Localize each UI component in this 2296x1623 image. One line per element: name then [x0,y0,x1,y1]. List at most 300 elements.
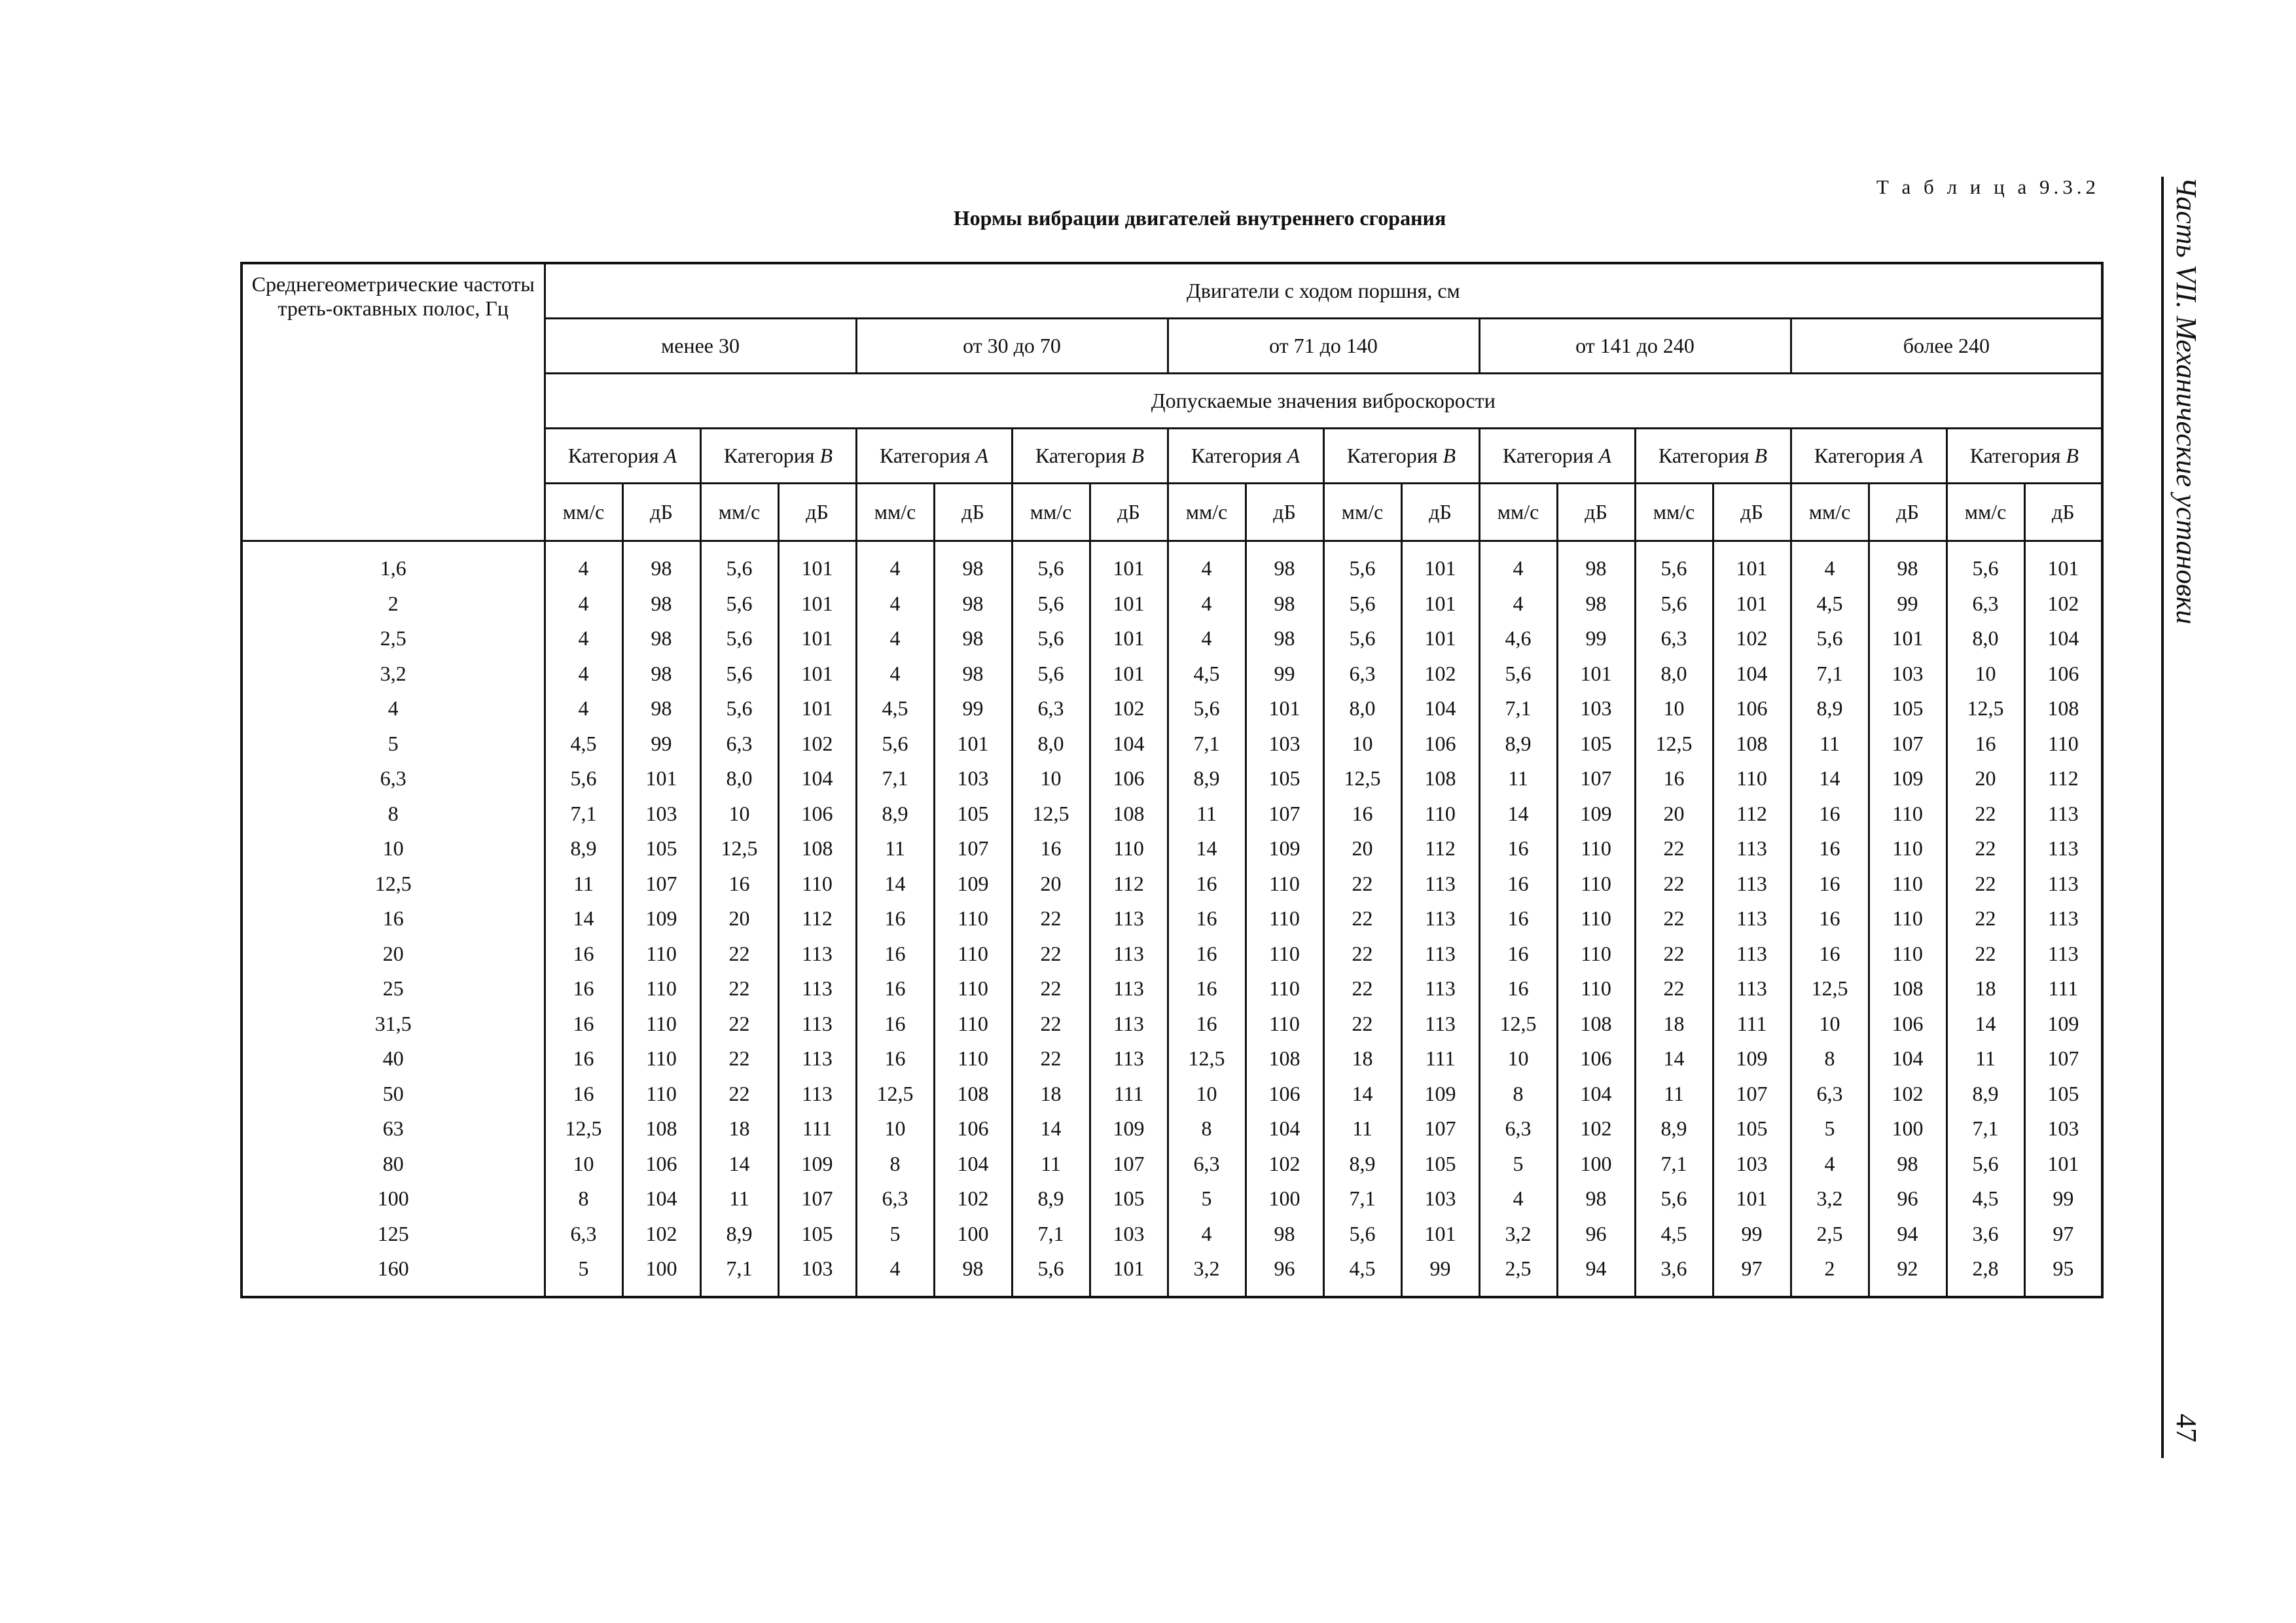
velocity-db-cell: 111 [1713,1007,1791,1042]
velocity-mms-cell: 14 [1479,796,1557,832]
velocity-mms-cell: 7,1 [1479,691,1557,726]
velocity-mms-cell: 4,5 [1168,656,1246,692]
velocity-mms-cell: 7,1 [1791,656,1869,692]
velocity-db-cell: 113 [1713,936,1791,972]
velocity-db-cell: 98 [934,621,1012,656]
velocity-mms-cell: 5,6 [1168,691,1246,726]
velocity-db-cell: 96 [1869,1181,1946,1217]
velocity-db-cell: 112 [1090,866,1168,902]
velocity-mms-cell: 22 [1635,971,1713,1007]
velocity-db-cell: 108 [1557,1007,1635,1042]
velocity-mms-cell: 10 [1791,1007,1869,1042]
velocity-db-cell: 110 [934,1041,1012,1077]
velocity-mms-cell: 5,6 [700,541,778,586]
velocity-db-cell: 107 [778,1181,856,1217]
velocity-mms-cell: 8,9 [1168,761,1246,796]
velocity-db-cell: 99 [1246,656,1323,692]
velocity-db-cell: 110 [2024,726,2102,762]
velocity-db-cell: 109 [1090,1111,1168,1147]
velocity-db-cell: 109 [1713,1041,1791,1077]
stroke-group-header: от 141 до 240 [1479,319,1791,374]
unit-db-header: дБ [1869,484,1946,541]
velocity-mms-cell: 18 [1946,971,2024,1007]
velocity-db-cell: 111 [2024,971,2102,1007]
velocity-mms-cell: 5,6 [1012,656,1090,692]
category-word: Категория [1502,444,1594,468]
velocity-db-cell: 101 [1090,621,1168,656]
velocity-db-cell: 113 [778,971,856,1007]
velocity-db-cell: 107 [934,831,1012,866]
unit-db-header: дБ [1401,484,1479,541]
velocity-mms-cell: 3,6 [1635,1251,1713,1297]
table-row [242,1041,2102,1077]
velocity-mms-cell: 5 [1791,1111,1869,1147]
velocity-db-cell: 110 [1557,901,1635,936]
velocity-db-cell: 95 [2024,1251,2102,1297]
velocity-db-cell: 102 [622,1217,700,1252]
velocity-mms-cell: 16 [856,971,934,1007]
category-word: Категория [1035,444,1126,468]
velocity-mms-cell: 8 [1791,1041,1869,1077]
velocity-db-cell: 106 [1246,1077,1323,1112]
category-letter: B [1443,444,1456,468]
unit-mms-header: мм/с [1012,484,1090,541]
velocity-db-cell: 92 [1869,1251,1946,1297]
category-letter: B [819,444,833,468]
category-header [545,429,700,484]
velocity-mms-cell: 7,1 [700,1251,778,1297]
velocity-mms-cell: 8,9 [1946,1077,2024,1112]
velocity-mms-cell: 5,6 [1635,586,1713,622]
velocity-mms-cell: 4,5 [545,726,622,762]
velocity-db-cell: 101 [1090,541,1168,586]
velocity-mms-cell: 16 [700,866,778,902]
velocity-mms-cell: 14 [1946,1007,2024,1042]
velocity-db-cell: 113 [778,1041,856,1077]
velocity-db-cell: 110 [622,1007,700,1042]
unit-mms-header: мм/с [545,484,622,541]
velocity-db-cell: 102 [934,1181,1012,1217]
velocity-mms-cell: 8,0 [1012,726,1090,762]
velocity-db-cell: 101 [778,586,856,622]
velocity-db-cell: 99 [1557,621,1635,656]
velocity-mms-cell: 6,3 [700,726,778,762]
velocity-db-cell: 98 [1246,621,1323,656]
velocity-db-cell: 110 [1090,831,1168,866]
velocity-mms-cell: 22 [1012,971,1090,1007]
velocity-db-cell: 110 [1401,796,1479,832]
velocity-mms-cell: 22 [1946,936,2024,972]
velocity-mms-cell: 5,6 [1946,541,2024,586]
velocity-mms-cell: 16 [1168,936,1246,972]
stroke-group-header: от 30 до 70 [856,319,1168,374]
category-word: Категория [1191,444,1282,468]
velocity-db-cell: 109 [1557,796,1635,832]
velocity-mms-cell: 4 [1479,586,1557,622]
velocity-mms-cell: 5 [545,1251,622,1297]
velocity-mms-cell: 16 [1479,901,1557,936]
table-row [242,901,2102,936]
velocity-mms-cell: 5,6 [856,726,934,762]
velocity-mms-cell: 11 [1635,1077,1713,1112]
velocity-mms-cell: 12,5 [1946,691,2024,726]
velocity-mms-cell: 5,6 [1791,621,1869,656]
velocity-mms-cell: 18 [1012,1077,1090,1112]
velocity-mms-cell: 11 [1012,1147,1090,1182]
table-row [242,621,2102,656]
velocity-mms-cell: 11 [1791,726,1869,762]
category-letter: A [1598,444,1612,468]
velocity-mms-cell: 16 [856,936,934,972]
velocity-db-cell: 110 [1869,796,1946,832]
velocity-mms-cell: 22 [1323,901,1401,936]
freq-cell: 12,5 [242,866,545,902]
velocity-mms-cell: 10 [1168,1077,1246,1112]
velocity-db-cell: 113 [2024,831,2102,866]
velocity-db-cell: 101 [1713,1181,1791,1217]
velocity-mms-cell: 7,1 [1323,1181,1401,1217]
velocity-db-cell: 110 [1246,971,1323,1007]
velocity-db-cell: 113 [1090,1041,1168,1077]
velocity-mms-cell: 20 [1946,761,2024,796]
velocity-mms-cell: 8,9 [856,796,934,832]
velocity-db-cell: 108 [1246,1041,1323,1077]
velocity-mms-cell: 16 [545,1077,622,1112]
category-letter: A [1287,444,1300,468]
velocity-db-cell: 100 [1557,1147,1635,1182]
velocity-mms-cell: 22 [700,1041,778,1077]
velocity-db-cell: 104 [622,1181,700,1217]
velocity-mms-cell: 4 [545,586,622,622]
velocity-mms-cell: 4 [1791,541,1869,586]
freq-cell: 31,5 [242,1007,545,1042]
velocity-db-cell: 105 [2024,1077,2102,1112]
velocity-mms-cell: 16 [1791,901,1869,936]
table-row [242,1007,2102,1042]
velocity-db-cell: 104 [2024,621,2102,656]
velocity-db-cell: 110 [622,1077,700,1112]
velocity-mms-cell: 7,1 [545,796,622,832]
freq-cell: 80 [242,1147,545,1182]
velocity-db-cell: 105 [1713,1111,1791,1147]
velocity-db-cell: 106 [778,796,856,832]
velocity-mms-cell: 5,6 [1323,1217,1401,1252]
velocity-db-cell: 101 [1401,541,1479,586]
velocity-mms-cell: 5,6 [1012,541,1090,586]
velocity-db-cell: 111 [1401,1041,1479,1077]
velocity-db-cell: 98 [1869,541,1946,586]
velocity-mms-cell: 16 [1791,866,1869,902]
velocity-db-cell: 107 [1246,796,1323,832]
velocity-mms-cell: 16 [1479,936,1557,972]
velocity-mms-cell: 22 [1323,1007,1401,1042]
velocity-db-cell: 105 [1869,691,1946,726]
unit-db-header: дБ [1713,484,1791,541]
velocity-db-cell: 103 [622,796,700,832]
table-row [242,761,2102,796]
velocity-mms-cell: 20 [700,901,778,936]
velocity-mms-cell: 14 [700,1147,778,1182]
velocity-mms-cell: 14 [545,901,622,936]
velocity-mms-cell: 16 [1012,831,1090,866]
velocity-db-cell: 103 [1246,726,1323,762]
velocity-mms-cell: 22 [1012,901,1090,936]
velocity-mms-cell: 20 [1323,831,1401,866]
unit-db-header: дБ [934,484,1012,541]
velocity-mms-cell: 16 [1479,866,1557,902]
velocity-mms-cell: 6,3 [1479,1111,1557,1147]
velocity-mms-cell: 22 [1946,796,2024,832]
category-word: Категория [1346,444,1438,468]
velocity-mms-cell: 16 [1168,971,1246,1007]
velocity-mms-cell: 7,1 [1168,726,1246,762]
velocity-db-cell: 104 [1713,656,1791,692]
velocity-mms-cell: 8,9 [1479,726,1557,762]
freq-cell: 6,3 [242,761,545,796]
velocity-db-cell: 113 [778,1077,856,1112]
velocity-db-cell: 101 [1401,621,1479,656]
velocity-db-cell: 104 [778,761,856,796]
velocity-mms-cell: 11 [1479,761,1557,796]
velocity-mms-cell: 22 [1323,971,1401,1007]
velocity-mms-cell: 3,2 [1791,1181,1869,1217]
velocity-db-cell: 109 [622,901,700,936]
velocity-mms-cell: 8 [856,1147,934,1182]
velocity-mms-cell: 4,5 [1635,1217,1713,1252]
velocity-db-cell: 110 [1246,901,1323,936]
velocity-db-cell: 100 [934,1217,1012,1252]
table-row [242,586,2102,622]
velocity-mms-cell: 6,3 [1012,691,1090,726]
category-word: Категория [567,444,659,468]
velocity-mms-cell: 22 [1635,866,1713,902]
velocity-db-cell: 97 [1713,1251,1791,1297]
velocity-db-cell: 113 [778,936,856,972]
header-row-engines [242,263,2102,319]
velocity-mms-cell: 16 [1168,901,1246,936]
velocity-mms-cell: 14 [1168,831,1246,866]
velocity-mms-cell: 11 [700,1181,778,1217]
velocity-db-cell: 113 [1713,866,1791,902]
category-header [1946,429,2102,484]
velocity-db-cell: 94 [1557,1251,1635,1297]
freq-cell: 3,2 [242,656,545,692]
velocity-db-cell: 113 [1401,1007,1479,1042]
velocity-mms-cell: 7,1 [1012,1217,1090,1252]
velocity-mms-cell: 7,1 [1635,1147,1713,1182]
vibration-norms-table [240,262,2104,1298]
velocity-db-cell: 98 [1557,541,1635,586]
velocity-db-cell: 104 [1401,691,1479,726]
table-row [242,726,2102,762]
freq-cell: 100 [242,1181,545,1217]
velocity-mms-cell: 3,2 [1479,1217,1557,1252]
category-header [1168,429,1323,484]
velocity-mms-cell: 5,6 [700,586,778,622]
velocity-db-cell: 110 [1557,866,1635,902]
velocity-db-cell: 103 [1401,1181,1479,1217]
velocity-mms-cell: 4 [545,541,622,586]
velocity-mms-cell: 16 [1479,831,1557,866]
velocity-mms-cell: 22 [1635,901,1713,936]
velocity-db-cell: 98 [622,621,700,656]
table-row [242,831,2102,866]
velocity-mms-cell: 3,6 [1946,1217,2024,1252]
table-row [242,1217,2102,1252]
velocity-db-cell: 113 [1090,936,1168,972]
velocity-db-cell: 101 [2024,1147,2102,1182]
velocity-mms-cell: 10 [856,1111,934,1147]
velocity-db-cell: 99 [934,691,1012,726]
velocity-db-cell: 102 [1869,1077,1946,1112]
velocity-mms-cell: 16 [1791,796,1869,832]
freq-column-header: Среднегеометрические частоты треть-октавных полос, Гц [242,263,545,541]
velocity-mms-cell: 16 [1791,831,1869,866]
velocity-mms-cell: 8 [1168,1111,1246,1147]
velocity-mms-cell: 22 [1323,936,1401,972]
velocity-mms-cell: 5,6 [1635,1181,1713,1217]
velocity-db-cell: 108 [1713,726,1791,762]
velocity-mms-cell: 8 [545,1181,622,1217]
velocity-mms-cell: 14 [1323,1077,1401,1112]
velocity-db-cell: 106 [1090,761,1168,796]
table-body [242,541,2102,1297]
velocity-mms-cell: 12,5 [1791,971,1869,1007]
velocity-mms-cell: 10 [545,1147,622,1182]
velocity-mms-cell: 8,9 [700,1217,778,1252]
velocity-db-cell: 101 [1869,621,1946,656]
velocity-db-cell: 110 [1557,831,1635,866]
velocity-db-cell: 105 [934,796,1012,832]
velocity-db-cell: 101 [1090,656,1168,692]
velocity-db-cell: 100 [1869,1111,1946,1147]
velocity-mms-cell: 5,6 [1946,1147,2024,1182]
table-row [242,971,2102,1007]
velocity-mms-cell: 10 [1012,761,1090,796]
table-row [242,1251,2102,1297]
velocity-db-cell: 99 [1401,1251,1479,1297]
category-letter: A [975,444,989,468]
velocity-db-cell: 98 [622,541,700,586]
table-row [242,541,2102,586]
freq-cell: 1,6 [242,541,545,586]
freq-cell: 125 [242,1217,545,1252]
velocity-db-cell: 103 [778,1251,856,1297]
unit-mms-header: мм/с [1168,484,1246,541]
velocity-mms-cell: 22 [700,971,778,1007]
velocity-mms-cell: 4 [856,541,934,586]
velocity-mms-cell: 4,6 [1479,621,1557,656]
velocity-db-cell: 110 [778,866,856,902]
velocity-db-cell: 112 [2024,761,2102,796]
velocity-mms-cell: 12,5 [856,1077,934,1112]
category-letter: A [1910,444,1924,468]
velocity-db-cell: 100 [1246,1181,1323,1217]
velocity-db-cell: 97 [2024,1217,2102,1252]
velocity-db-cell: 105 [622,831,700,866]
velocity-db-cell: 110 [1557,971,1635,1007]
velocity-db-cell: 110 [622,936,700,972]
freq-cell: 4 [242,691,545,726]
table-row [242,796,2102,832]
velocity-db-cell: 101 [1713,586,1791,622]
velocity-mms-cell: 11 [1946,1041,2024,1077]
category-word: Категория [1969,444,2061,468]
velocity-db-cell: 100 [622,1251,700,1297]
velocity-mms-cell: 8,0 [700,761,778,796]
velocity-mms-cell: 18 [1323,1041,1401,1077]
velocity-db-cell: 96 [1246,1251,1323,1297]
velocity-db-cell: 113 [1713,971,1791,1007]
velocity-db-cell: 113 [2024,796,2102,832]
velocity-mms-cell: 12,5 [1635,726,1713,762]
velocity-db-cell: 110 [934,901,1012,936]
velocity-mms-cell: 22 [1946,831,2024,866]
engines-header: Двигатели с ходом поршня, см [545,263,2102,319]
velocity-mms-cell: 11 [856,831,934,866]
velocity-db-cell: 112 [1401,831,1479,866]
velocity-mms-cell: 22 [1946,866,2024,902]
table-row [242,866,2102,902]
unit-mms-header: мм/с [1946,484,2024,541]
velocity-mms-cell: 18 [700,1111,778,1147]
table-number: Т а б л и ц а 9.3.2 [1876,175,2100,198]
velocity-db-cell: 101 [778,541,856,586]
velocity-mms-cell: 8,9 [545,831,622,866]
velocity-db-cell: 109 [934,866,1012,902]
velocity-mms-cell: 4,5 [1946,1181,2024,1217]
velocity-mms-cell: 5,6 [1012,1251,1090,1297]
velocity-mms-cell: 16 [1168,866,1246,902]
unit-db-header: дБ [1557,484,1635,541]
velocity-db-cell: 103 [2024,1111,2102,1147]
category-header [856,429,1012,484]
velocity-mms-cell: 4,5 [1791,586,1869,622]
velocity-mms-cell: 6,3 [1635,621,1713,656]
freq-cell: 16 [242,901,545,936]
velocity-db-cell: 108 [1090,796,1168,832]
freq-cell: 5 [242,726,545,762]
velocity-db-cell: 113 [1401,936,1479,972]
velocity-db-cell: 102 [1090,691,1168,726]
velocity-mms-cell: 16 [1168,1007,1246,1042]
velocity-db-cell: 102 [1401,656,1479,692]
velocity-mms-cell: 4,5 [1323,1251,1401,1297]
velocity-mms-cell: 16 [545,1041,622,1077]
stroke-group-header: от 71 до 140 [1168,319,1479,374]
velocity-mms-cell: 16 [545,936,622,972]
velocity-db-cell: 98 [1246,541,1323,586]
velocity-mms-cell: 5,6 [700,656,778,692]
velocity-db-cell: 110 [1246,936,1323,972]
velocity-mms-cell: 22 [1635,831,1713,866]
velocity-mms-cell: 4 [1168,586,1246,622]
velocity-mms-cell: 22 [1946,901,2024,936]
velocity-mms-cell: 5,6 [1012,586,1090,622]
velocity-mms-cell: 22 [1635,936,1713,972]
velocity-mms-cell: 3,2 [1168,1251,1246,1297]
freq-cell: 20 [242,936,545,972]
velocity-db-cell: 98 [622,586,700,622]
velocity-db-cell: 94 [1869,1217,1946,1252]
velocity-db-cell: 106 [1557,1041,1635,1077]
velocity-db-cell: 113 [1713,831,1791,866]
velocity-db-cell: 101 [1713,541,1791,586]
velocity-db-cell: 108 [622,1111,700,1147]
velocity-db-cell: 110 [1869,866,1946,902]
velocity-mms-cell: 4 [545,691,622,726]
velocity-db-cell: 106 [934,1111,1012,1147]
